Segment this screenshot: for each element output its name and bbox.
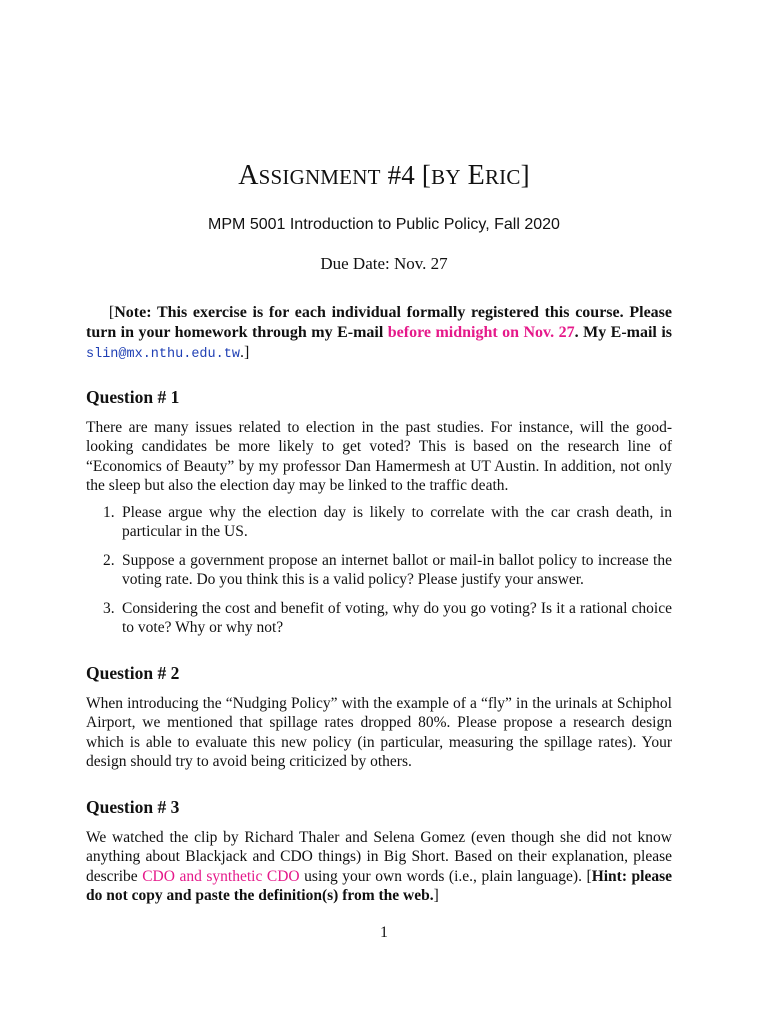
note-email-lead: . My E-mail is [574, 324, 673, 341]
page-number: 1 [380, 924, 388, 941]
title-cap-a: A [238, 160, 259, 191]
due-date: Due Date: Nov. 27 [320, 254, 448, 273]
title-rest-eric: RIC [484, 165, 521, 189]
course-line: MPM 5001 Introduction to Public Policy, Fall 2020 [208, 216, 560, 233]
email-link[interactable]: slin@mx.nthu.edu.tw [86, 347, 240, 362]
assignment-title [0, 160, 768, 192]
title-bracket-close: ] [520, 160, 530, 190]
item-number: 2. [103, 552, 115, 569]
title-rest-assignment: SSIGNMENT [258, 165, 381, 189]
item-text: Please argue why the election day is likely to correlate with the car crash death, in particular in the US. [122, 504, 672, 541]
question-3-text-start: We watched the clip by Richard Thaler and Selena Gomez (even though she did not know anything about Blackjack and CDO things) in Big Short. Based on their explanation, please describe [86, 829, 672, 885]
title-cap-e: E [467, 160, 485, 191]
question-2-paragraph: When introducing the “Nudging Policy” with the example of a “fly” in the urinals at Schiphol Airport, we mentioned that spillage rates dropped 80%. Please propose a research design which is able to evaluate this new policy (in particular, measuring the spillage rates). Your design should try to avoid being criticized by others. [86, 695, 672, 770]
item-text: Considering the cost and benefit of voting, why do you go voting? Is it a rational choice to vote? Why or why not? [122, 600, 672, 637]
item-text: Suppose a government propose an internet ballot or mail-in ballot policy to increase the voting rate. Do you think this is a valid policy? Please justify your answer. [122, 552, 672, 589]
question-3-text-mid: using your own words (i.e., plain language). [299, 867, 587, 885]
item-number: 1. [103, 504, 115, 521]
cdo-highlight: CDO and synthetic CDO [142, 867, 300, 885]
note-bracket-close: .] [239, 344, 250, 361]
question-1-heading: Question # 1 [86, 387, 180, 407]
hint-bracket-close: ] [433, 886, 439, 904]
title-number: #4 [387, 160, 415, 190]
question-1-paragraph: There are many issues related to election in the past studies. For instance, will the good-looking candidates be more likely to get voted? This is based on the research line of “Economics of Beauty” by my professor Dan Hamermesh at UT Austin. In addition, not only the sleep but also the election day may be linked to the traffic death. [86, 419, 672, 494]
question-3-paragraph [86, 828, 672, 905]
note-deadline-highlight: before midnight on Nov. 27 [387, 324, 575, 341]
title-by: BY [431, 165, 461, 189]
note-text: Note: This exercise is for each individual formally registered this course. Please turn in your homework through my E-mail [86, 304, 672, 341]
note-bracket-open: [ [108, 304, 115, 321]
note-paragraph [86, 303, 672, 365]
question-3-heading: Question # 3 [86, 797, 180, 817]
hint-bracket-open: [ [586, 867, 592, 885]
question-2-heading: Question # 2 [86, 663, 180, 683]
hint-text: Hint: please do not copy and paste the definition(s) from the web. [86, 867, 673, 904]
item-number: 3. [103, 600, 115, 617]
title-bracket-open: [ [421, 160, 432, 190]
